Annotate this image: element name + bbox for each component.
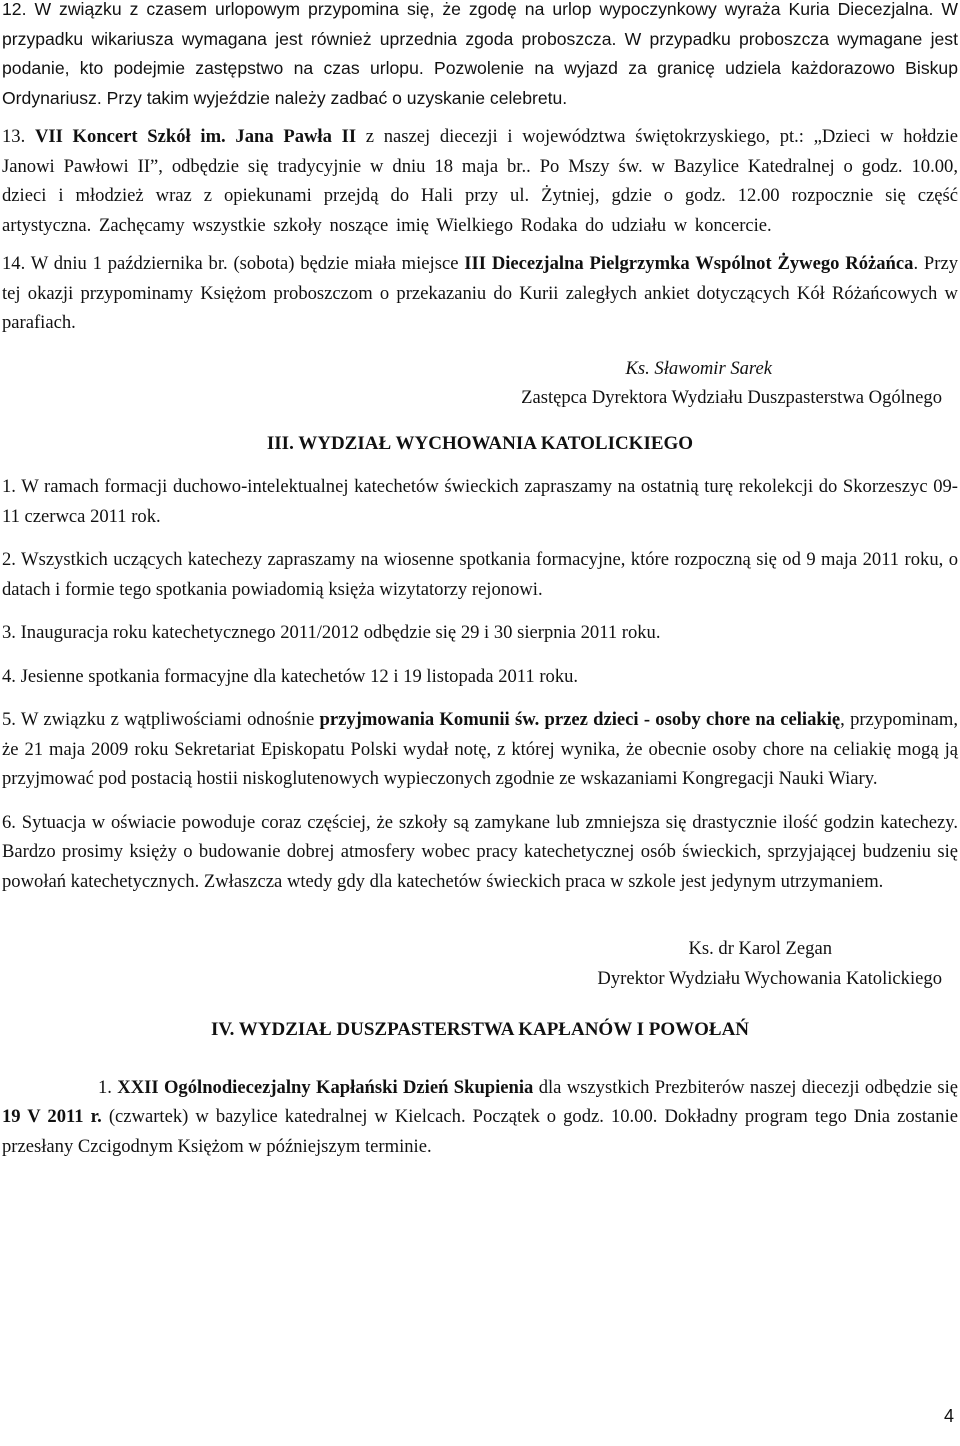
- paragraph-14: 14. W dniu 1 października br. (sobota) będzie miała miejsce III Diecezjalna Pielgrzymka Wspólnot Żywego Różańca. Przy tej okazji przypominamy Księżom proboszczom o przekazaniu do Kurii zaległych ankiet dotyczących Kół Różańcowych w parafiach.: [2, 253, 958, 333]
- pilgrimage-title: III Diecezjalna Pielgrzymka Wspólnot Żywego Różańca: [464, 253, 914, 274]
- signature-block-2: [2, 934, 958, 993]
- section3-item-5: 5. W związku z wątpliwościami odnośnie przyjmowania Komunii św. przez dzieci - osoby chore na celiakię, przypominam, że 21 maja 2009 roku Sekretariat Episkopatu Polski wydał notę, z której wynika, że obecnie osoby chore na celiakię mogą ją przyjmować pod postacią hostii niskoglutenowych wypieczonych zgodnie ze wskazaniami Kongregacji Nauki Wiary.: [2, 709, 958, 789]
- section3-item-6: 6. Sytuacja w oświacie powoduje coraz częściej, że szkoły są zamykane lub zmniejsza się drastycznie ilość godzin katechezy. Bardzo prosimy księży o budowanie dobrej atmosfery wobec pracy katechetycznej osób świeckich, sprzyjającej budzeniu się powołań katechetycznych. Zwłaszcza wtedy gdy dla katechetów świeckich praca w szkole jest jedynym utrzymaniem.: [2, 811, 958, 892]
- concert-title: VII Koncert Szkół im. Jana Pawła II: [34, 126, 357, 147]
- page-number: 4: [943, 1406, 954, 1426]
- priest-day-title: XXII Ogólnodiecezjalny Kapłański Dzień Skupienia: [117, 1076, 534, 1098]
- signature-block-1: [2, 354, 958, 413]
- priest-day-date: 19 V 2011 r.: [2, 1106, 102, 1127]
- section-heading-4: IV. WYDZIAŁ DUSZPASTERSTWA KAPŁANÓW I POWOŁAŃ: [210, 1019, 750, 1040]
- paragraph-12: 12. W związku z czasem urlopowym przypomina się, że zgodę na urlop wypoczynkowy wyraża Kuria Diecezjalna. W przypadku wikariusza wymagana jest również uprzednia zgoda proboszcza. W przypadku proboszcza wymagane jest podanie, kto podejmie zastępstwo na czas urlopu. Pozwolenie na wyjazd za granicę udziela każdorazowo Biskup Ordynariusz. Przy takim wyjeździe należy zadbać o uzyskanie celebretu.: [2, 0, 958, 108]
- signature-title: Zastępca Dyrektora Wydziału Duszpasterstwa Ogólnego: [521, 387, 942, 408]
- signature-name: Ks. dr Karol Zegan: [688, 938, 832, 959]
- section4-item-1: 1. XXII Ogólnodiecezjalny Kapłański Dzień Skupienia dla wszystkich Prezbiterów naszej diecezji odbędzie się 19 V 2011 r. (czwartek) w bazylice katedralnej w Kielcach. Początek o godz. 10.00. Dokładny program tego Dnia zostanie przesłany Czcigodnym Księżom w późniejszym terminie.: [2, 1076, 958, 1157]
- section3-item-2: 2. Wszystkich uczących katechezy zapraszamy na wiosenne spotkania formacyjne, które rozpoczną się od 9 maja 2011 roku, o datach i formie tego spotkania powiadomią księża wizytatorzy rejonowi.: [2, 549, 958, 600]
- signature-name: Ks. Sławomir Sarek: [625, 357, 772, 379]
- signature-title: Dyrektor Wydziału Wychowania Katolickiego: [597, 967, 942, 989]
- paragraph-13: 13. VII Koncert Szkół im. Jana Pawła II z naszej diecezji i województwa świętokrzyskiego, pt.: „Dzieci w hołdzie Janowi Pawłowi II”, odbędzie się tradycyjnie w dniu 18 maja br.. Po Mszy św. w Bazylice Katedralnej o godz. 10.00, dzieci i młodzież wraz z opiekunami przejdą do Hali przy ul. Żytniej, gdzie o godz. 12.00 rozpocznie się część artystyczna. Zachęcamy wszystkie szkoły noszące imię Wielkiego Rodaka do udziału w koncercie.: [2, 126, 958, 236]
- section3-item-4: 4. Jesienne spotkania formacyjne dla katechetów 12 i 19 listopada 2011 roku.: [2, 665, 579, 687]
- communion-celiac-bold: przyjmowania Komunii św. przez dzieci - osoby chore na celiakię: [319, 709, 841, 730]
- section3-item-3: 3. Inauguracja roku katechetycznego 2011/2012 odbędzie się 29 i 30 sierpnia 2011 roku.: [2, 622, 661, 643]
- section3-item-1: 1. W ramach formacji duchowo-intelektualnej katechetów świeckich zapraszamy na ostatnią turę rekolekcji do Skorzeszyc 09-11 czerwca 2011 rok.: [2, 476, 958, 527]
- section-heading-3: III. WYDZIAŁ WYCHOWANIA KATOLICKIEGO: [266, 432, 694, 454]
